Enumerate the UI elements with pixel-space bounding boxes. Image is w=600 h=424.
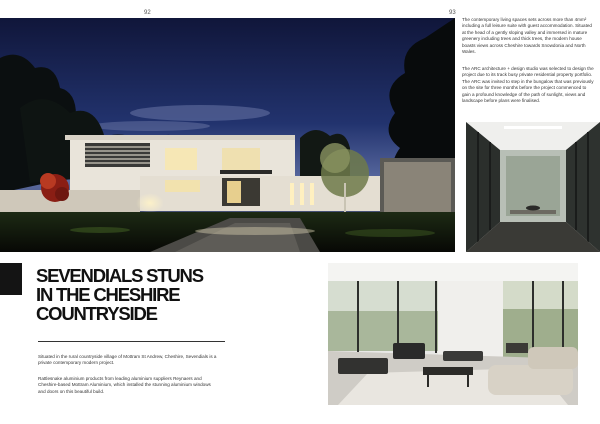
- hero-photo-house-at-night: [0, 18, 455, 252]
- page-number-left: 92: [144, 10, 151, 16]
- intro-paragraph-2: Rattlesnake aluminium products from leading aluminium suppliers Reynaers and Cheshire-based Mottram Aluminium, which installed the stunning aluminium windows and doors on this beautiful build.: [38, 376, 211, 394]
- headline-line-3: COUNTRYSIDE: [36, 303, 157, 324]
- interior-photo-glass-corridor: [466, 122, 600, 252]
- headline-line-1: SEVENDIALS STUNS: [36, 265, 203, 286]
- article-headline: [36, 266, 236, 323]
- headline-divider: [38, 341, 225, 342]
- right-column-paragraph-2: The ARC architecture + design studio was selected to design the project due to its track busy private residential property portfolio. The ARC was invited to step in the bungalow that was previously on the site for three months before the project commenced to gain a profound knowledge of the path of sunlight, views and landscape before plans were finalised.: [462, 66, 594, 104]
- page-number-right: 93: [449, 10, 456, 16]
- accent-bar: [0, 263, 22, 295]
- interior-photo-living-room: [328, 263, 578, 405]
- intro-paragraph-1: Situated in the rural countryside village of Mottram St Andrew, Cheshire, Sevendials is a private contemporary modern project.: [38, 354, 217, 366]
- headline-line-2: IN THE CHESHIRE: [36, 284, 180, 305]
- right-column-paragraph-1: The contemporary living spaces sets across more than 4mm² including a full leisure suite with guest accommodation. Situated at the head of a gently sloping valley and immersed in mature greenery including trees and thick trees, the modern house boasts views across Cheshire towards Snowdonia and North Wales.: [462, 17, 592, 55]
